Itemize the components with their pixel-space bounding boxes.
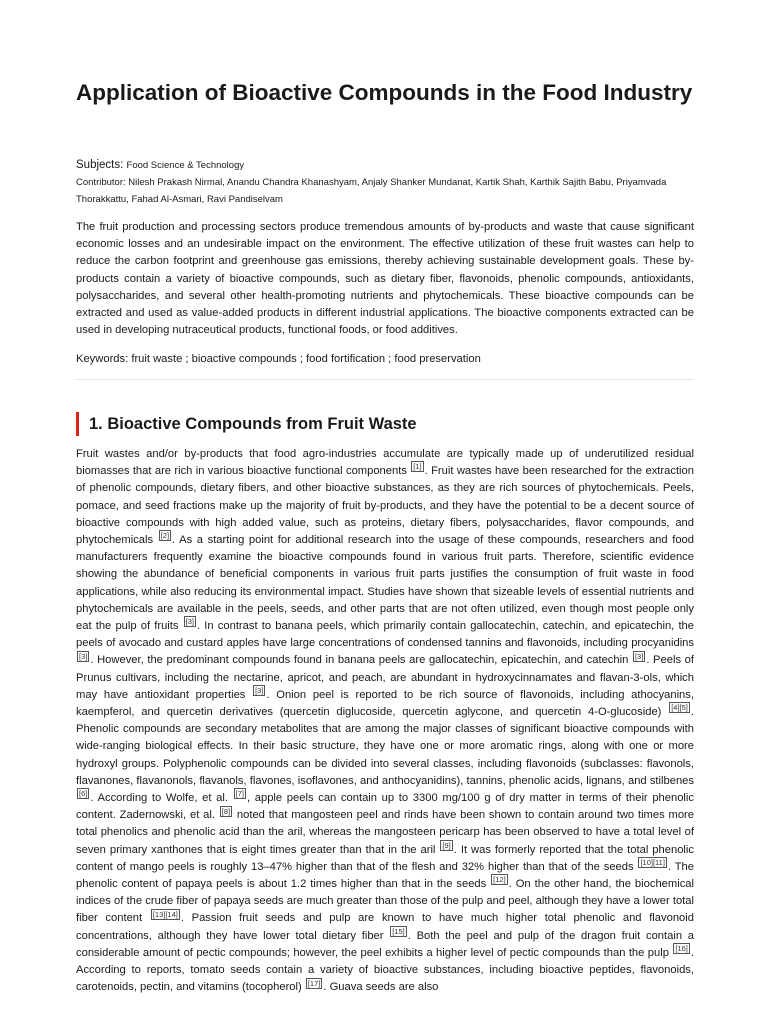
body-text-run: . According to reports, tomato seeds contain a variety of bioactive substances, including bioactive peptides, flavonoids, carotenoids, pectin, and vitamins (tocopherol) <box>76 946 694 994</box>
citation-link[interactable]: [17] <box>307 978 321 988</box>
citation-link[interactable]: [16] <box>675 944 688 954</box>
citation-link[interactable]: [3] <box>255 686 264 696</box>
subjects-line <box>76 157 244 174</box>
body-text-run: noted that mangosteen peel and rinds have been shown to contain around two times more total phenolics and phenolic acid than the aril, whereas the mangosteen pericarp has been observed to have a total level of seven primary xanthones that is eight times greater than that in the aril <box>76 809 694 856</box>
body-text-run: . However, the predominant compounds found in banana peels are gallocatechin, epicatechin, and catechin <box>90 654 632 667</box>
section-heading: 1. Bioactive Compounds from Fruit Waste <box>76 412 417 436</box>
abstract: The fruit production and processing sectors produce tremendous amounts of by-products and waste that cause significant economic losses and an undesirable impact on the environment. The effective utilization of these fruit wastes can help to reduce the carbon footprint and greenhouse gas emissions, thereby achieving sustainable development goals. These by-products contain a variety of bioactive compounds, such as dietary fiber, flavonoids, phenolic compounds, antioxidants, polysaccharides, and several other health-promoting nutrients and phytochemicals. These bioactive compounds can be extracted and used as value-added products in different industrial applications. The bioactive components extracted can be used in developing nutraceutical products, functional foods, or food additives. <box>76 221 694 337</box>
body-text-run: . Peels of Prunus cultivars, including the nectarine, apricot, and peach, are abundant in hydroxycinnamates and flavan-3-ols, which may have antioxidant properties <box>76 654 695 701</box>
subject-link[interactable]: Food Science & Technology <box>126 160 245 171</box>
citation-link[interactable]: [15] <box>392 926 405 936</box>
body-text-run: . According to Wolfe, et al. <box>90 792 233 805</box>
body-text-run: . Fruit wastes have been researched for the extraction of phenolic compounds, dietary fibers, and other bioactive substances, as they are rich sources of phytochemicals. Peels, pomace, and seed fractions make up the majority of fruit by-products, and they have the potential to be a decent source of bioactive compounds with high added value, such as proteins, dietary fibers, polysaccharides, flavor compounds, and phytochemicals <box>76 465 694 547</box>
body-paragraph <box>76 446 694 997</box>
citation-link[interactable]: [13][14] <box>152 909 178 919</box>
citation-link[interactable]: [2] <box>160 531 170 541</box>
subjects-label: Subjects: <box>76 159 124 171</box>
body-text-run: . The phenolic content of papaya peels is about 1.2 times higher than that in the seeds <box>76 860 694 891</box>
citation-link[interactable]: [10][11] <box>640 858 665 868</box>
citation-link[interactable]: [3] <box>634 651 644 661</box>
citation-link[interactable]: [7] <box>235 789 244 799</box>
citation-link[interactable]: [1] <box>413 462 422 472</box>
divider <box>76 379 694 380</box>
citation-link[interactable]: [8] <box>221 806 231 816</box>
body-text-run: , apple peels can contain up to 3300 mg/100 g of dry matter in terms of their phenolic content. Zadernowski, et al. <box>76 792 695 822</box>
body-text-run: . Phenolic compounds are secondary metabolites that are among the major classes of significant bioactive compounds with wide-ranging biological effects. In their basic structure, they have one or more aromatic rings, along with one or more hydroxyl groups. Polyphenolic compounds can be divided into several classes, including flavonoids (subclasses: flavonols, flavanones, flavanonols, flavanols, flavones, isoflavones, and anthocyanidins), tannins, phenolic acids, lignans, and stilbenes <box>76 706 694 787</box>
body-text-run: . On the other hand, the biochemical indices of the crude fiber of papaya seeds are much greater than those of the pulp and peel, although they have a lower total fiber content <box>76 878 694 925</box>
contributor-list: Contributor: Nilesh Prakash Nirmal, Anandu Chandra Khanashyam, Anjaly Shanker Mundanat, Kartik Shah, Karthik Sajith Babu, Priyamvada Thorakkattu, Fahad Al-Asmari, Ravi Pandiselvam <box>76 177 667 205</box>
body-text-run: . It was formerly reported that the total phenolic content of mango peels is roughly 13–47% higher than that of the flesh and 32% higher than that of the seeds <box>76 843 694 873</box>
citation-link[interactable]: [3] <box>79 651 88 661</box>
citation-link[interactable]: [6] <box>79 789 88 799</box>
page-title: Application of Bioactive Compounds in the Food Industry <box>76 80 693 105</box>
body-text-run: . In contrast to banana peels, which primarily contain gallocatechin, catechin, and epicatechin, the peels of avocado and custard apples have large concentrations of condensed tannins and flavonoids, including procyanidins <box>76 620 694 650</box>
citation-link[interactable]: [4][5] <box>671 703 688 713</box>
citation-link[interactable]: [12] <box>493 875 506 885</box>
citation-link[interactable]: [9] <box>442 840 451 850</box>
citation-link[interactable]: [3] <box>185 617 195 627</box>
body-text-run: . Passion fruit seeds and pulp are known to have much higher total phenolic and flavonoid concentrations, although they have lower total dietary fiber <box>76 912 694 942</box>
body-text-run: . Onion peel is reported to be rich source of flavonoids, including athocyanins, kaempferol, and quercetin derivatives (quercetin diglucoside, quercetin aglycone, and quercetin 4-O-glucoside) <box>76 688 694 719</box>
body-text-run: . Guava seeds are also <box>323 981 439 994</box>
body-text-run: . As a starting point for additional research into the usage of these compounds, researchers and food manufacturers frequently examine the bioactive compounds found in various fruit parts. Therefore, scientific evidence showing the abundance of beneficial components in various fruit parts justifies the consumption of fruit waste in food applications, while also reducing its environmental impact. Studies have shown that sizeable levels of essential nutrients and phytochemicals are available in the peels, seeds, and other parts that are not often utilized, even though most people only eat the pulp of fruits <box>76 534 694 633</box>
body-text-run: . Both the peel and pulp of the dragon fruit contain a considerable amount of pectic compounds; however, the peel exhibits a higher level of pectic compounds than the pulp <box>76 929 694 959</box>
body-text-run: Fruit wastes and/or by-products that food agro-industries accumulate are typically made up of underutilized residual biomasses that are rich in various bioactive functional components <box>76 448 694 478</box>
keywords: Keywords: fruit waste ; bioactive compounds ; food fortification ; food preservation <box>76 353 481 365</box>
